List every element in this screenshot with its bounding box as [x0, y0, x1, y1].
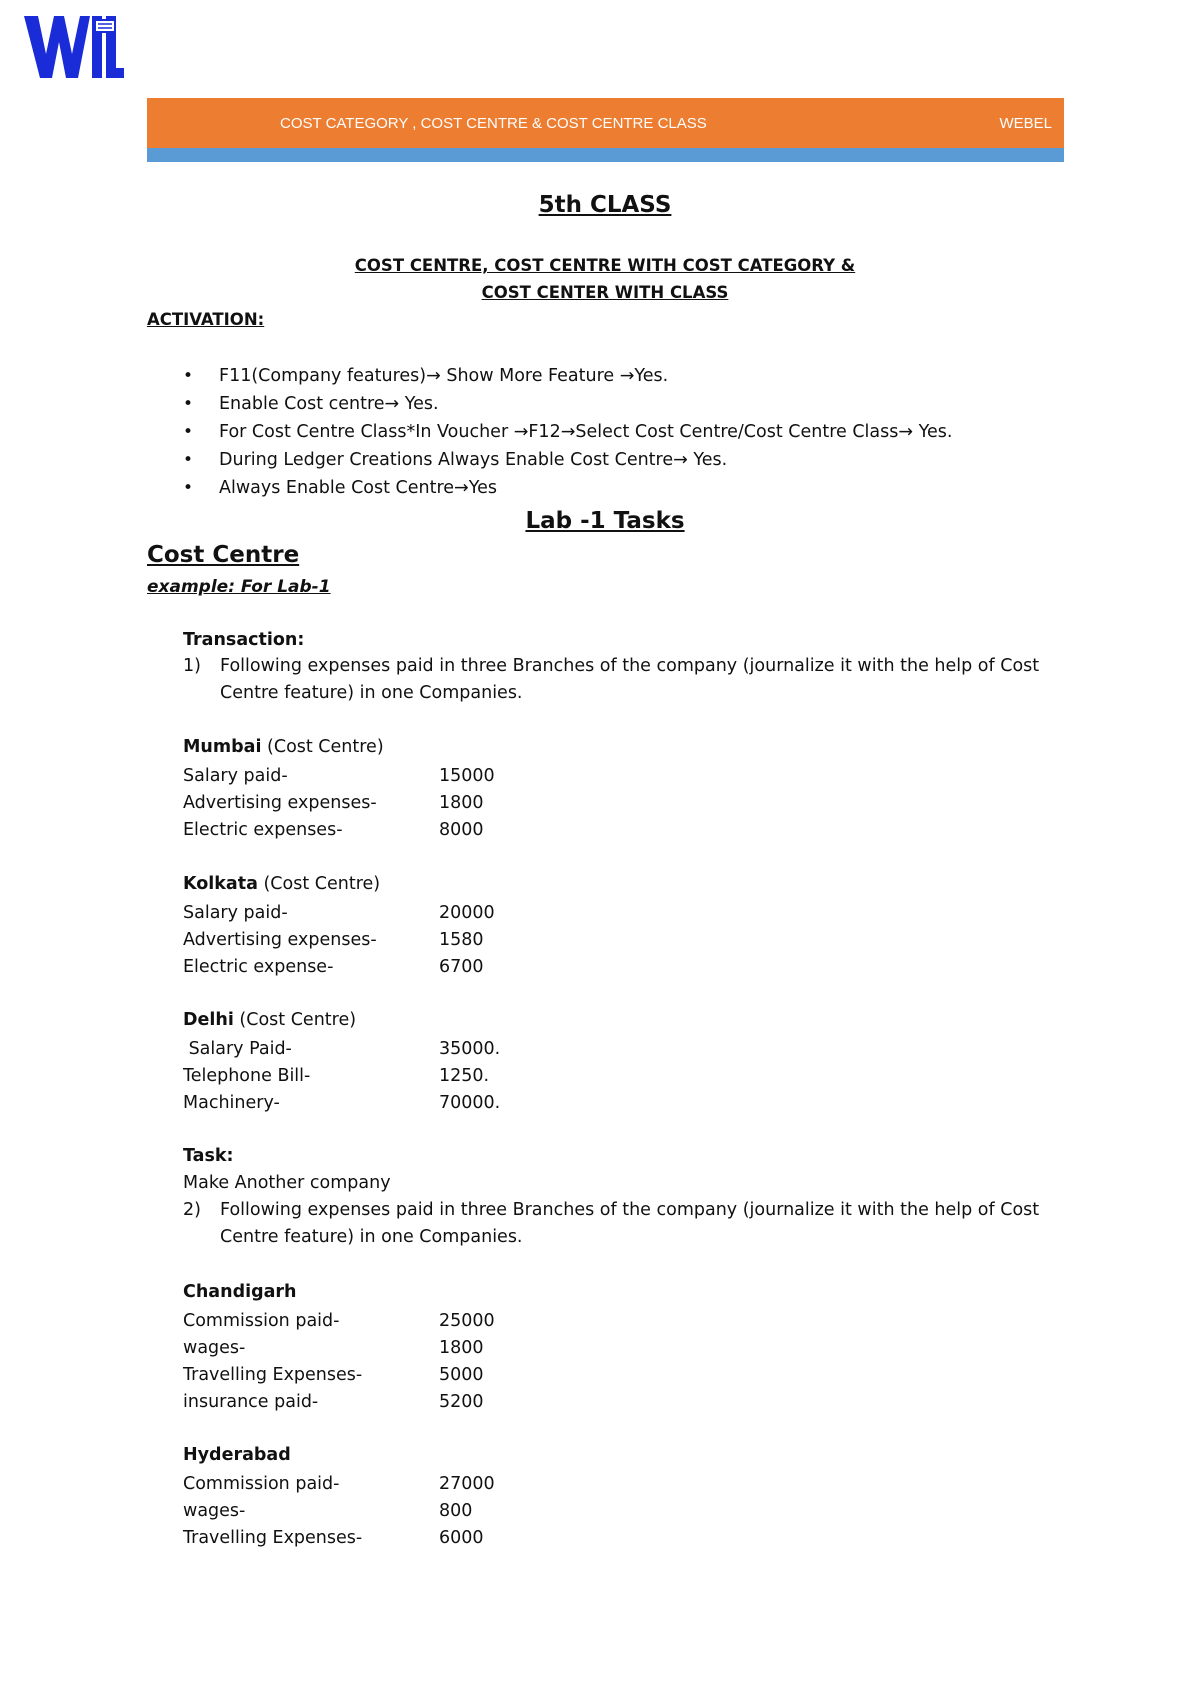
delhi-suffix: (Cost Centre)	[233, 1010, 357, 1030]
expense-label: Salary paid-	[183, 903, 288, 923]
expense-value: 27000	[439, 1474, 495, 1494]
expense-value: 25000	[439, 1311, 495, 1331]
expense-label: Travelling Expenses-	[183, 1528, 363, 1548]
activation-item: • Always Enable Cost Centre→Yes	[173, 474, 952, 502]
header-bar	[147, 98, 1064, 148]
expense-value: 1250.	[439, 1066, 490, 1086]
subtitle-line-1: COST CENTRE, COST CENTRE WITH COST CATEGORY &	[354, 256, 856, 275]
expense-label: Travelling Expenses-	[183, 1365, 363, 1385]
expense-label: Commission paid-	[183, 1474, 340, 1494]
delhi-name: Delhi	[183, 1010, 234, 1030]
expense-value: 1580	[439, 930, 484, 950]
paragraph-1-number: 1)	[183, 656, 201, 676]
paragraph-2-number: 2)	[183, 1200, 201, 1220]
kolkata-name: Kolkata	[183, 874, 258, 894]
expense-value: 800	[439, 1501, 473, 1521]
expense-label: Telephone Bill-	[183, 1066, 311, 1086]
activation-list	[173, 362, 952, 502]
expense-value: 8000	[439, 820, 484, 840]
mumbai-suffix: (Cost Centre)	[261, 737, 384, 757]
expense-label: wages-	[183, 1501, 246, 1521]
expense-label: insurance paid-	[183, 1392, 319, 1412]
expense-value: 70000.	[439, 1093, 501, 1113]
hyderabad-heading: Hyderabad	[183, 1445, 291, 1465]
paragraph-2-text: Following expenses paid in three Branches of the company (journalize it with the help of Cost Centre feature) in one Companies.	[220, 1200, 1040, 1247]
header-title: COST CATEGORY , COST CENTRE & COST CENTRE CLASS	[280, 115, 707, 132]
expense-label: Salary Paid-	[183, 1039, 292, 1059]
activation-heading: ACTIVATION:	[147, 310, 265, 329]
expense-value: 35000.	[439, 1039, 501, 1059]
delhi-heading	[183, 1010, 356, 1030]
lab-title: Lab -1 Tasks	[525, 508, 685, 534]
chandigarh-heading: Chandigarh	[183, 1282, 297, 1302]
paragraph-2	[183, 1197, 1143, 1251]
expense-value: 20000	[439, 903, 495, 923]
expense-label: wages-	[183, 1338, 246, 1358]
paragraph-1	[183, 653, 1143, 707]
mumbai-name: Mumbai	[183, 737, 262, 757]
expense-label: Electric expenses-	[183, 820, 343, 840]
expense-value: 1800	[439, 1338, 484, 1358]
cost-centre-title: Cost Centre	[147, 542, 300, 568]
kolkata-suffix: (Cost Centre)	[257, 874, 381, 894]
activation-item: • During Ledger Creations Always Enable Cost Centre→ Yes.	[173, 446, 952, 474]
kolkata-heading	[183, 874, 380, 894]
activation-item: • For Cost Centre Class*In Voucher →F12→Select Cost Centre/Cost Centre Class→ Yes.	[173, 418, 952, 446]
expense-label: Electric expense-	[183, 957, 334, 977]
expense-label: Salary paid-	[183, 766, 288, 786]
webel-logo	[24, 14, 124, 80]
header-stripe	[147, 148, 1064, 162]
example-label: example: For Lab-1	[147, 577, 331, 597]
subtitle-line-2: COST CENTER WITH CLASS	[481, 283, 729, 302]
transaction-heading: Transaction:	[183, 630, 305, 650]
activation-item: • Enable Cost centre→ Yes.	[173, 390, 952, 418]
expense-value: 5200	[439, 1392, 484, 1412]
expense-value: 6000	[439, 1528, 484, 1548]
expense-value: 5000	[439, 1365, 484, 1385]
mumbai-heading	[183, 737, 384, 757]
expense-label: Advertising expenses-	[183, 930, 377, 950]
expense-label: Advertising expenses-	[183, 793, 377, 813]
expense-value: 6700	[439, 957, 484, 977]
expense-value: 15000	[439, 766, 495, 786]
paragraph-1-text: Following expenses paid in three Branches of the company (journalize it with the help of Cost Centre feature) in one Companies.	[220, 656, 1040, 703]
expense-label: Commission paid-	[183, 1311, 340, 1331]
activation-item: • F11(Company features)→ Show More Feature →Yes.	[173, 362, 952, 390]
task-heading: Task:	[183, 1146, 234, 1166]
class-title: 5th CLASS	[538, 192, 672, 218]
task-line: Make Another company	[183, 1173, 391, 1193]
header-brand: WEBEL	[999, 115, 1052, 132]
expense-value: 1800	[439, 793, 484, 813]
expense-label: Machinery-	[183, 1093, 280, 1113]
